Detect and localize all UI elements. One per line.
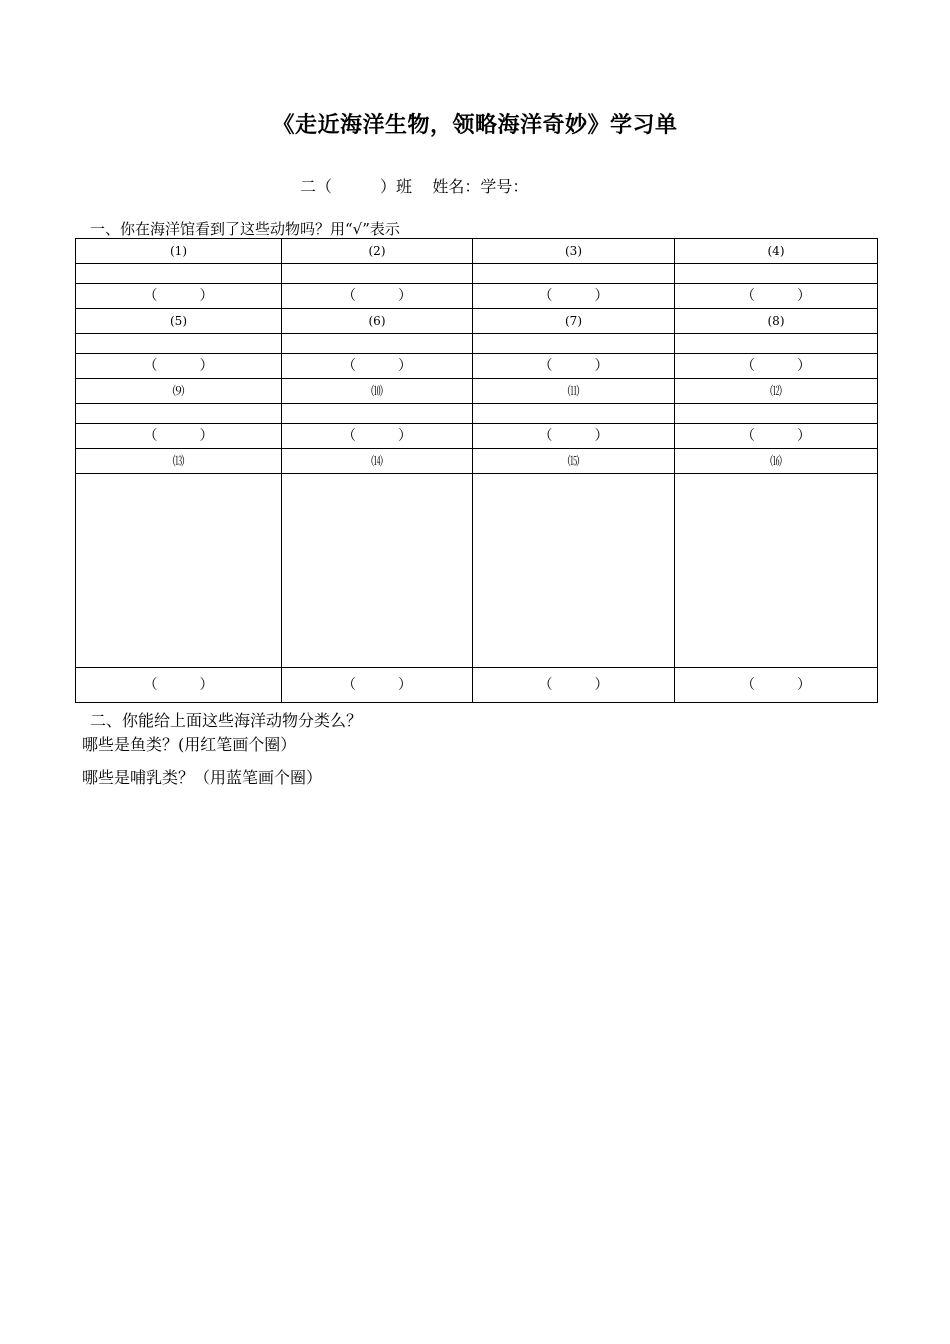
image-row: [76, 474, 878, 668]
animal-image-cell: [473, 474, 675, 668]
check-box-cell[interactable]: （ ）: [282, 354, 473, 379]
check-row: [76, 284, 878, 309]
animal-image-cell: [675, 474, 878, 668]
animal-checklist-table: [75, 238, 878, 703]
check-box-cell[interactable]: （ ）: [473, 668, 675, 703]
image-row: [76, 264, 878, 284]
animal-number: ⑿: [675, 379, 878, 404]
animal-number: (4): [675, 239, 878, 264]
animal-image-cell: [473, 264, 675, 284]
check-box-cell[interactable]: （ ）: [76, 424, 282, 449]
check-box-cell[interactable]: （ ）: [675, 668, 878, 703]
animal-number: ⒀: [76, 449, 282, 474]
check-box-cell[interactable]: （ ）: [282, 284, 473, 309]
animal-number: (1): [76, 239, 282, 264]
animal-number: (6): [282, 309, 473, 334]
page-title: 《走近海洋生物，领略海洋奇妙》学习单: [272, 113, 678, 138]
section-2-heading: 二、你能给上面这些海洋动物分类么？: [90, 711, 363, 730]
class-field[interactable]: 二（ ）班: [300, 177, 413, 196]
animal-number: ⒃: [675, 449, 878, 474]
animal-number: ⑾: [473, 379, 675, 404]
animal-image-cell: [76, 264, 282, 284]
animal-image-cell: [282, 474, 473, 668]
check-box-cell[interactable]: （ ）: [473, 354, 675, 379]
animal-number: ⑽: [282, 379, 473, 404]
image-row: [76, 334, 878, 354]
check-box-cell[interactable]: （ ）: [473, 284, 675, 309]
check-row: [76, 354, 878, 379]
check-box-cell[interactable]: （ ）: [76, 668, 282, 703]
student-id-field[interactable]: 学号：: [480, 177, 529, 196]
animal-image-cell: [282, 264, 473, 284]
animal-image-cell: [282, 334, 473, 354]
animal-image-cell: [675, 334, 878, 354]
check-row: [76, 424, 878, 449]
animal-image-cell: [282, 404, 473, 424]
animal-image-cell: [675, 404, 878, 424]
animal-number: (7): [473, 309, 675, 334]
check-box-cell[interactable]: （ ）: [473, 424, 675, 449]
check-box-cell[interactable]: （ ）: [282, 668, 473, 703]
animal-number: ⒁: [282, 449, 473, 474]
check-box-cell[interactable]: （ ）: [76, 354, 282, 379]
number-row: [76, 239, 878, 264]
check-box-cell[interactable]: （ ）: [675, 424, 878, 449]
animal-number: (8): [675, 309, 878, 334]
check-box-cell[interactable]: （ ）: [76, 284, 282, 309]
number-row: [76, 379, 878, 404]
name-field[interactable]: 姓名：: [432, 177, 481, 196]
question-mammals: 哪些是哺乳类？（用蓝笔画个圈）: [82, 768, 323, 787]
question-fish: 哪些是鱼类？(用红笔画个圈）: [82, 735, 297, 754]
animal-image-cell: [473, 404, 675, 424]
student-info-row: [300, 174, 528, 197]
animal-number: ⒂: [473, 449, 675, 474]
number-row: [76, 309, 878, 334]
animal-image-cell: [76, 404, 282, 424]
number-row: [76, 449, 878, 474]
check-row: [76, 668, 878, 703]
check-box-cell[interactable]: （ ）: [675, 354, 878, 379]
animal-image-cell: [675, 264, 878, 284]
animal-number: (2): [282, 239, 473, 264]
animal-number: (5): [76, 309, 282, 334]
image-row: [76, 404, 878, 424]
animal-image-cell: [76, 334, 282, 354]
check-box-cell[interactable]: （ ）: [675, 284, 878, 309]
animal-number: ⑼: [76, 379, 282, 404]
animal-image-cell: [473, 334, 675, 354]
check-box-cell[interactable]: （ ）: [282, 424, 473, 449]
animal-number: (3): [473, 239, 675, 264]
section-1-heading: 一、你在海洋馆看到了这些动物吗？用“√”表示: [90, 220, 400, 238]
animal-image-cell: [76, 474, 282, 668]
